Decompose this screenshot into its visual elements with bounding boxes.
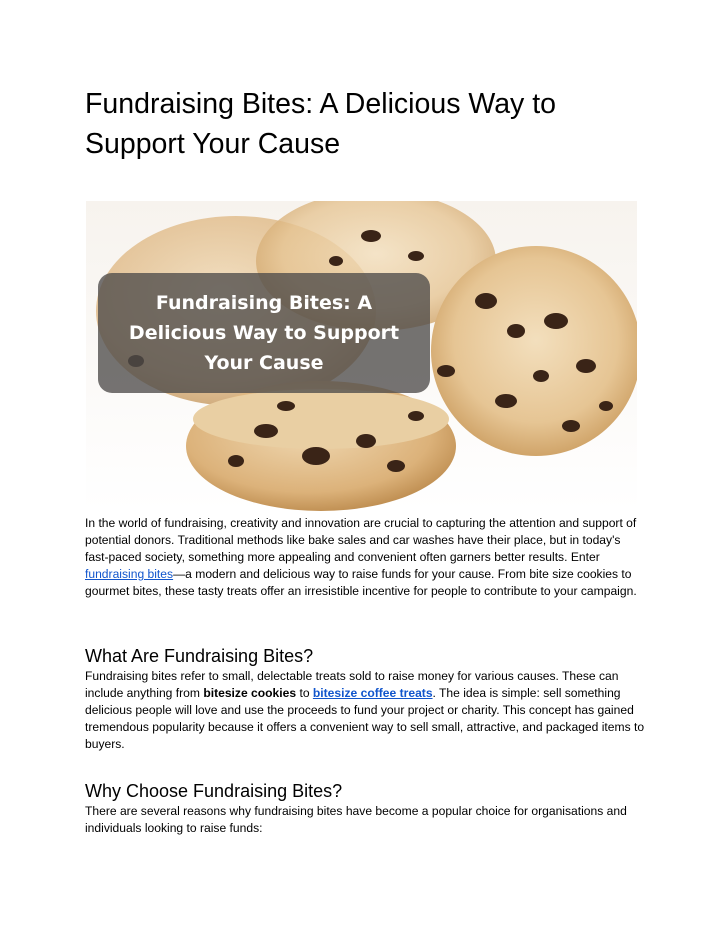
intro-text-before-link: In the world of fundraising, creativity and innovation are crucial to capturing the attention and support of potential donors. Traditional methods like bake sales and car washes have their place, but in today's fast-paced society, something more appealing and convenient often garners better results. Enter <box>85 516 637 564</box>
section-what-text-3: . The idea is simple: sell something delicious people will love and use the proceeds to fund your project or charity. This concept has gained tremendous popularity because it offers a convenient way to sell small, attractive, and packaged items to buyers. <box>85 686 645 751</box>
section-heading-what: What Are Fundraising Bites? <box>85 646 314 666</box>
hero-image <box>86 201 637 511</box>
hero-caption: Fundraising Bites: A Delicious Way to Support Your Cause <box>128 292 400 374</box>
intro-paragraph <box>85 515 645 600</box>
section-what-text-2: to <box>296 686 313 700</box>
section-what-text-1: Fundraising bites refer to small, delectable treats sold to raise money for various causes. These can include anything from <box>85 669 619 700</box>
bitesize-coffee-treats-link[interactable]: bitesize coffee treats <box>312 686 433 700</box>
page-title: Fundraising Bites: A Delicious Way to Support Your Cause <box>85 88 556 160</box>
section-heading-why: Why Choose Fundraising Bites? <box>85 781 343 801</box>
bitesize-cookies-bold: bitesize cookies <box>203 686 297 700</box>
section-what-paragraph <box>85 668 645 753</box>
fundraising-bites-link[interactable]: fundraising bites <box>85 567 174 581</box>
intro-text-after-link: —a modern and delicious way to raise funds for your cause. From bite size cookies to gourmet bites, these tasty treats offer an irresistible incentive for people to contribute to your campaign. <box>85 567 637 598</box>
section-why-paragraph: There are several reasons why fundraising bites have become a popular choice for organisations and individuals looking to raise funds: <box>85 804 627 835</box>
